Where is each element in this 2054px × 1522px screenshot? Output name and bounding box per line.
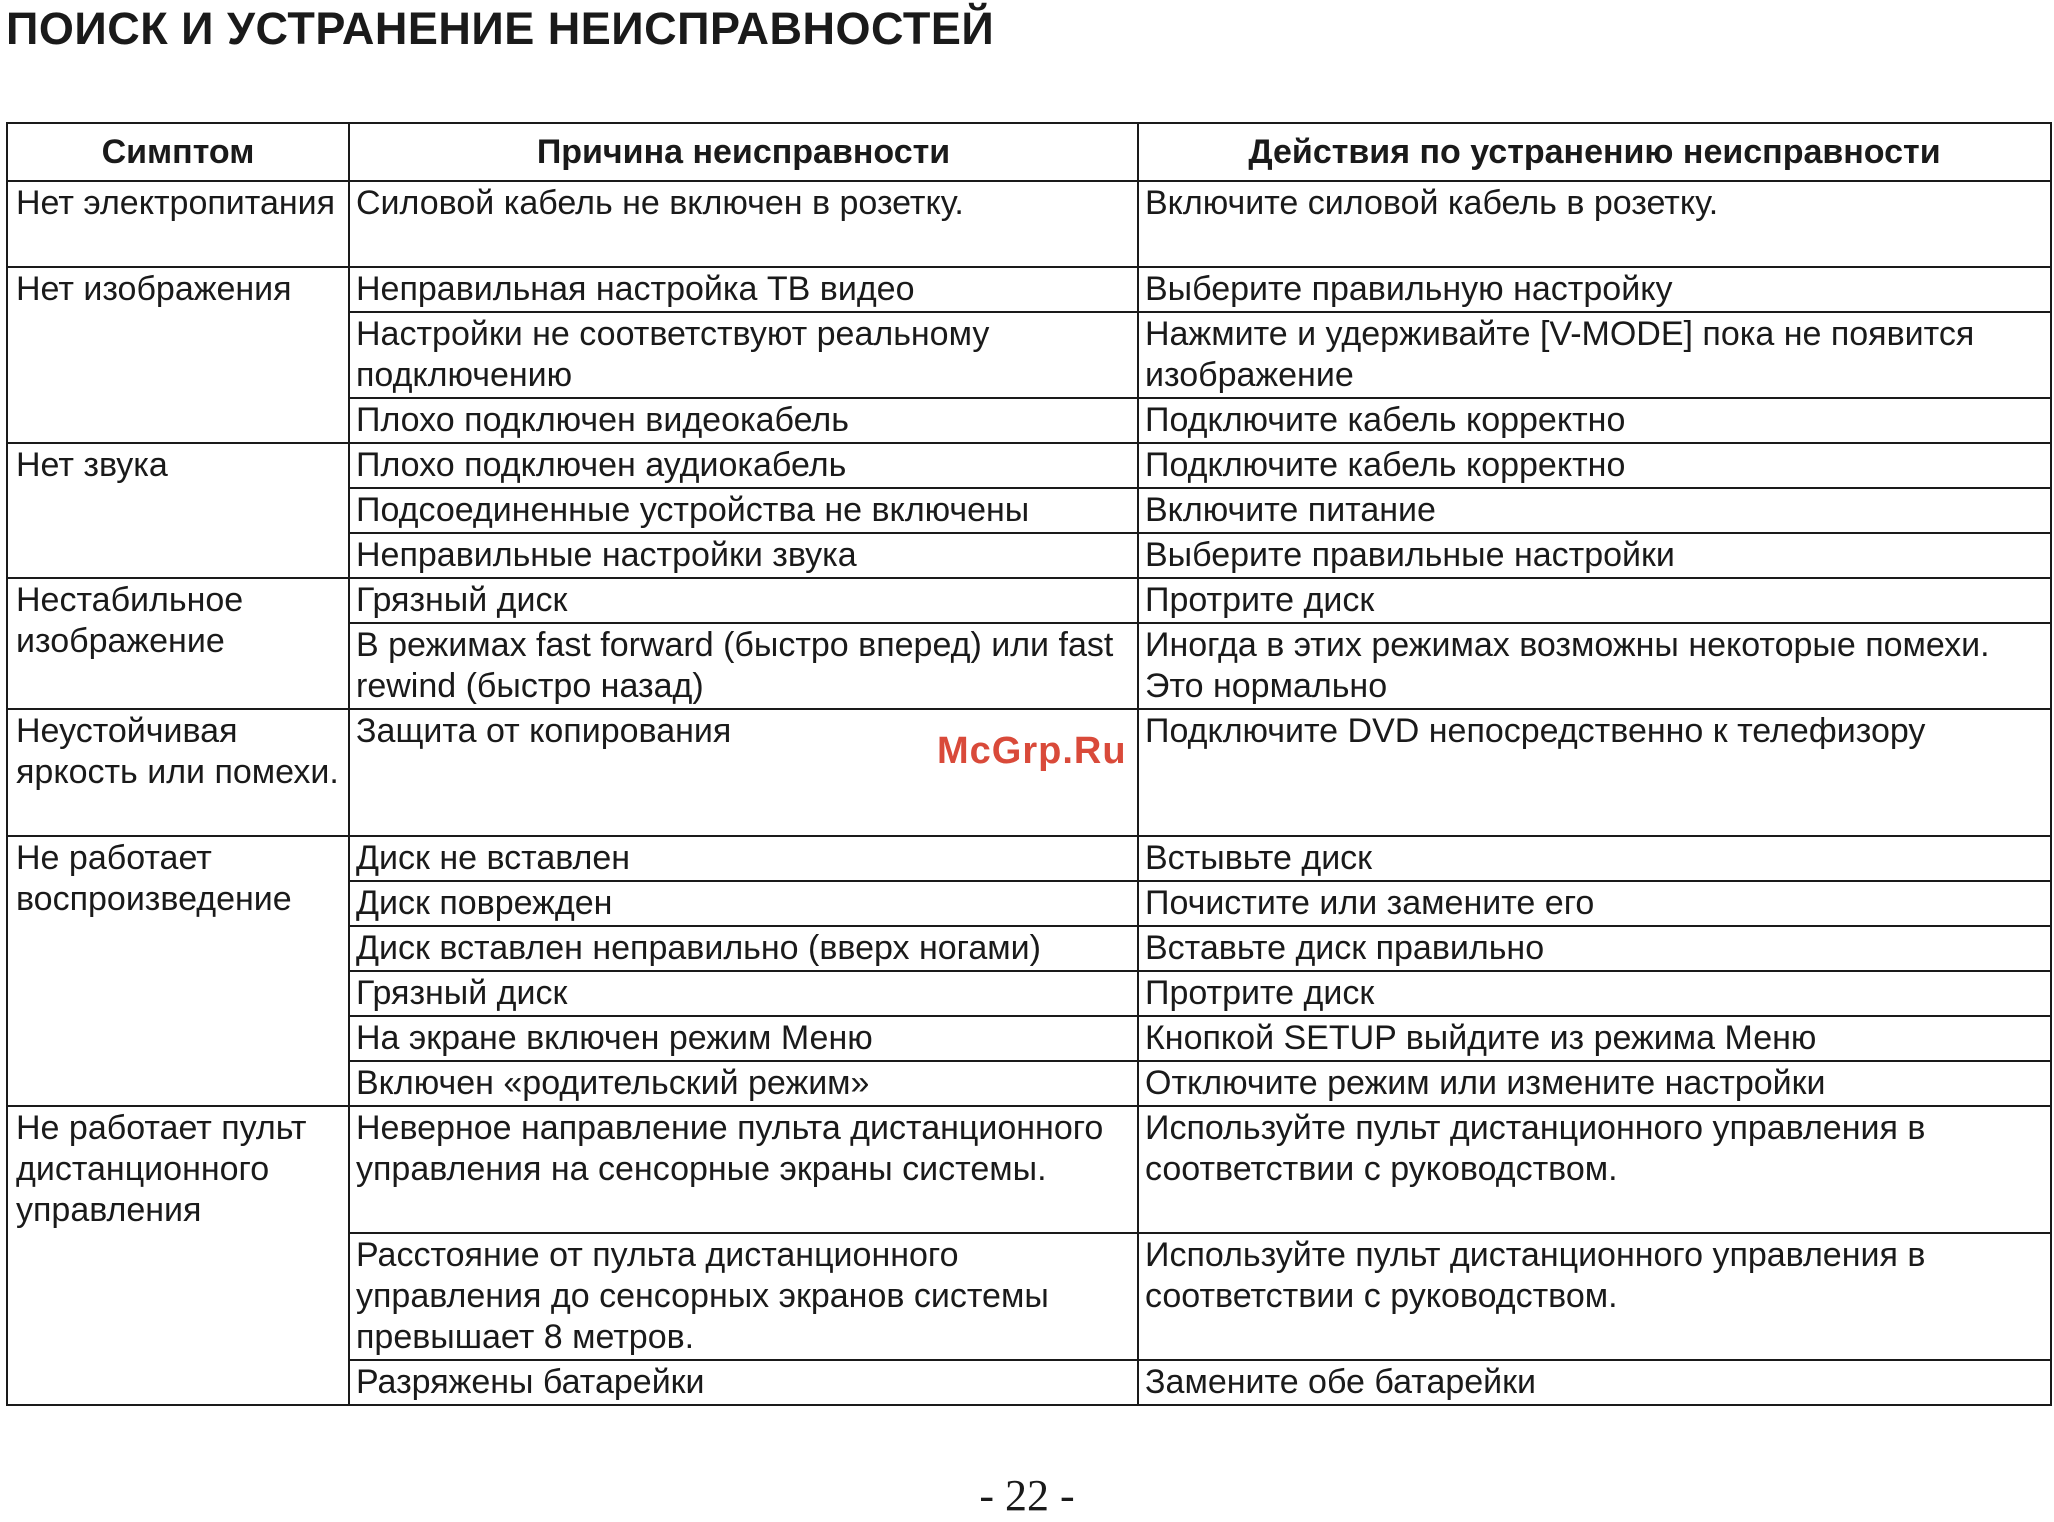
action-cell: Вставьте диск правильно: [1138, 926, 2051, 971]
cause-cell: Плохо подключен аудиокабель: [349, 443, 1138, 488]
table-row: [7, 836, 2051, 881]
cause-cell: Разряжены батарейки: [349, 1360, 1138, 1405]
header-action: Действия по устранению неисправности: [1138, 123, 2051, 181]
action-cell: Используйте пульт дистанционного управления в соответствии с руководством.: [1138, 1106, 2051, 1233]
cause-cell: Расстояние от пульта дистанционного управления до сенсорных экранов системы превышает 8 метров.: [349, 1233, 1138, 1360]
action-cell: Иногда в этих режимах возможны некоторые помехи. Это нормально: [1138, 623, 2051, 709]
cause-cell: В режимах fast forward (быстро вперед) или fast rewind (быстро назад): [349, 623, 1138, 709]
action-cell: Подключите DVD непосредственно к телефизору: [1138, 709, 2051, 836]
cause-cell: Неправильная настройка ТВ видео: [349, 267, 1138, 312]
cause-cell: Защита от копирования: [349, 709, 1138, 836]
cause-cell: Настройки не соответствуют реальному подключению: [349, 312, 1138, 398]
action-cell: Протрите диск: [1138, 971, 2051, 1016]
cause-cell: Диск не вставлен: [349, 836, 1138, 881]
cause-cell: Диск поврежден: [349, 881, 1138, 926]
cause-cell: Плохо подключен видеокабель: [349, 398, 1138, 443]
symptom-cell: Не работает пульт дистанционного управления: [7, 1106, 349, 1405]
cause-cell: Грязный диск: [349, 578, 1138, 623]
symptom-cell: Не работает воспроизведение: [7, 836, 349, 1106]
symptom-cell: Нестабильное изображение: [7, 578, 349, 709]
page-title: ПОИСК И УСТРАНЕНИЕ НЕИСПРАВНОСТЕЙ: [6, 3, 995, 54]
action-cell: Нажмите и удерживайте [V-MODE] пока не появится изображение: [1138, 312, 2051, 398]
table-row: [7, 267, 2051, 312]
cause-cell: Диск вставлен неправильно (вверх ногами): [349, 926, 1138, 971]
action-cell: Выберите правильные настройки: [1138, 533, 2051, 578]
action-cell: Подключите кабель корректно: [1138, 398, 2051, 443]
action-cell: Включите силовой кабель в розетку.: [1138, 181, 2051, 267]
action-cell: Встывьте диск: [1138, 836, 2051, 881]
cause-cell: Силовой кабель не включен в розетку.: [349, 181, 1138, 267]
action-cell: Подключите кабель корректно: [1138, 443, 2051, 488]
symptom-cell: Нет звука: [7, 443, 349, 578]
action-cell: Замените обе батарейки: [1138, 1360, 2051, 1405]
action-cell: Протрите диск: [1138, 578, 2051, 623]
page-number: - 22 -: [979, 1471, 1075, 1520]
header-cause: Причина неисправности: [349, 123, 1138, 181]
table-header-row: [7, 123, 2051, 181]
action-cell: Почистите или замените его: [1138, 881, 2051, 926]
symptom-cell: Неустойчивая яркость или помехи.: [7, 709, 349, 836]
table-row: [7, 443, 2051, 488]
cause-cell: Неверное направление пульта дистанционного управления на сенсорные экраны системы.: [349, 1106, 1138, 1233]
cause-cell: Включен «родительский режим»: [349, 1061, 1138, 1106]
symptom-cell: Нет электропитания: [7, 181, 349, 267]
cause-cell: Подсоединенные устройства не включены: [349, 488, 1138, 533]
action-cell: Выберите правильную настройку: [1138, 267, 2051, 312]
watermark: McGrp.Ru: [937, 730, 1127, 772]
action-cell: Используйте пульт дистанционного управления в соответствии с руководством.: [1138, 1233, 2051, 1360]
action-cell: Отключите режим или измените настройки: [1138, 1061, 2051, 1106]
table-row: [7, 181, 2051, 267]
cause-cell: Неправильные настройки звука: [349, 533, 1138, 578]
table-row: [7, 1106, 2051, 1233]
action-cell: Кнопкой SETUP выйдите из режима Меню: [1138, 1016, 2051, 1061]
header-symptom: Симптом: [7, 123, 349, 181]
cause-cell: На экране включен режим Меню: [349, 1016, 1138, 1061]
action-cell: Включите питание: [1138, 488, 2051, 533]
table-row: [7, 578, 2051, 623]
symptom-cell: Нет изображения: [7, 267, 349, 443]
cause-cell: Грязный диск: [349, 971, 1138, 1016]
